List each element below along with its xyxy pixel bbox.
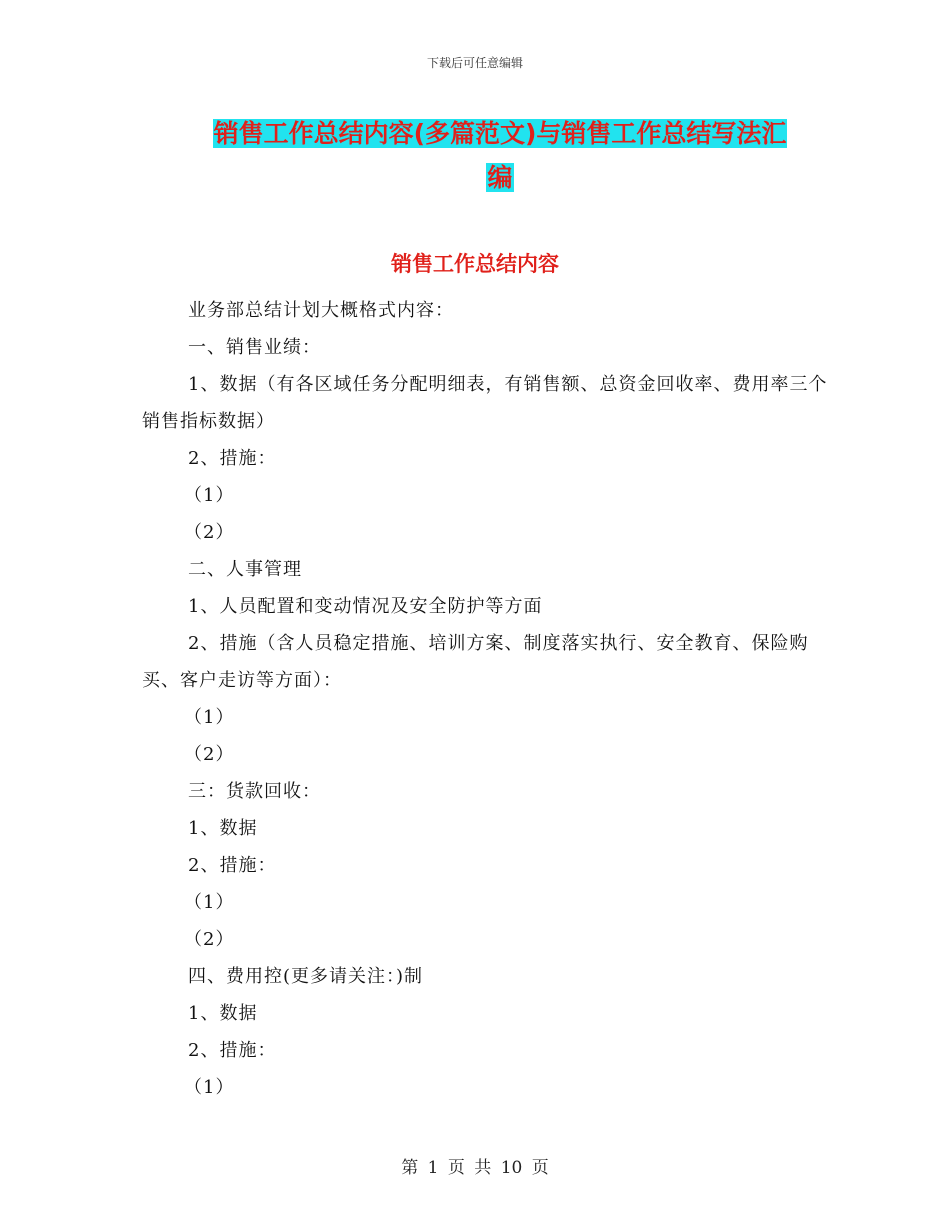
paragraph: 2、措施： — [188, 448, 277, 469]
paragraph: （1） — [184, 485, 235, 506]
paragraph: 一、销售业绩： — [188, 337, 321, 358]
paragraph: 业务部总结计划大概格式内容： — [188, 300, 454, 321]
paragraph: 四、费用控(更多请关注：)制 — [188, 966, 424, 987]
title-line-2: 编 — [487, 163, 513, 192]
paragraph: 1、数据（有各区域任务分配明细表，有销售额、总资金回收率、费用率三个销售指标数据） — [142, 374, 828, 432]
paragraph: （2） — [184, 744, 235, 765]
paragraph: （2） — [184, 929, 235, 950]
paragraph: 1、数据 — [188, 1003, 258, 1024]
section-heading: 销售工作总结内容 — [391, 252, 559, 276]
paragraph: 三：货款回收： — [188, 781, 321, 802]
paragraph: 2、措施： — [188, 855, 277, 876]
page-footer: 第 1 页 共 10 页 — [401, 1158, 549, 1178]
paragraph: 二、人事管理 — [188, 559, 302, 580]
paragraph: （1） — [184, 892, 235, 913]
document-body — [142, 292, 832, 1106]
paragraph: （2） — [184, 522, 235, 543]
paragraph: 2、措施： — [188, 1040, 277, 1061]
paragraph: （1） — [184, 707, 235, 728]
paragraph: 2、措施（含人员稳定措施、培训方案、制度落实执行、安全教育、保险购买、客户走访等方面）： — [142, 633, 809, 691]
header-note: 下载后可任意编辑 — [426, 56, 523, 70]
paragraph: （1） — [184, 1077, 235, 1098]
paragraph: 1、人员配置和变动情况及安全防护等方面 — [188, 596, 543, 617]
document-title — [190, 112, 810, 200]
title-line-1: 销售工作总结内容(多篇范文)与销售工作总结写法汇 — [213, 119, 787, 148]
paragraph: 1、数据 — [188, 818, 258, 839]
